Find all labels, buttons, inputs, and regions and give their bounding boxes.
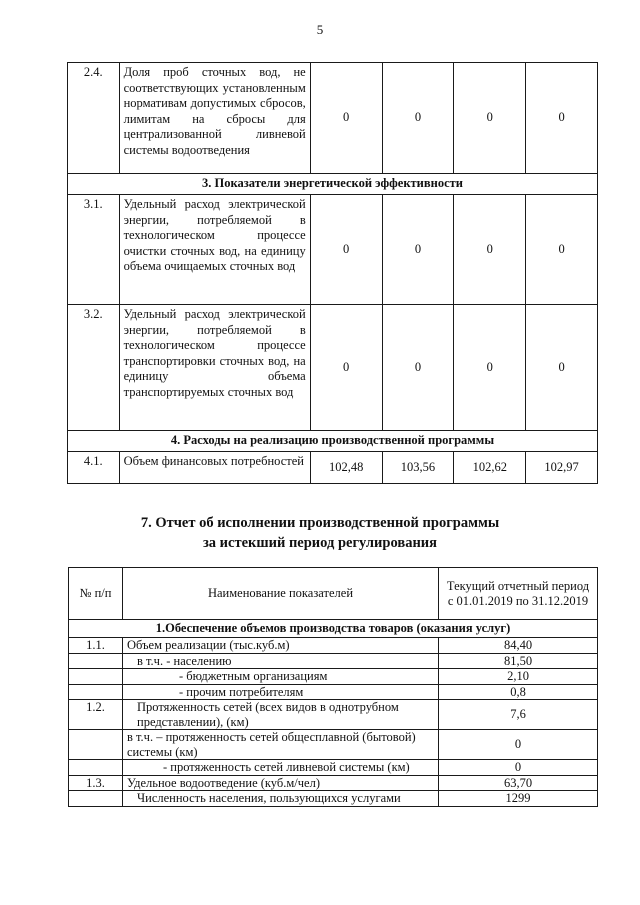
- page-number: 5: [316, 22, 324, 37]
- value-cell: 0: [526, 195, 598, 305]
- table-row: [69, 700, 598, 730]
- value-cell: 2,10: [439, 669, 598, 685]
- indicator-name: - прочим потребителям: [123, 684, 439, 700]
- section-row: [69, 620, 598, 638]
- value-cell: 81,50: [439, 653, 598, 669]
- value-cell: 103,56: [382, 452, 454, 484]
- value-cell: 0: [382, 195, 454, 305]
- table-row: [69, 760, 598, 776]
- value-cell: 0: [454, 195, 526, 305]
- value-cell: 0: [454, 63, 526, 174]
- section-heading: 4. Расходы на реализацию производственной программы: [68, 431, 598, 452]
- value-cell: 0: [526, 305, 598, 431]
- value-cell: 0: [382, 63, 454, 174]
- section-row: [68, 174, 598, 195]
- row-number: 2.4.: [68, 63, 120, 174]
- row-number: [69, 653, 123, 669]
- value-cell: 84,40: [439, 638, 598, 654]
- table-row: [69, 791, 598, 807]
- row-number: 3.2.: [68, 305, 120, 431]
- row-number: [69, 684, 123, 700]
- table-row: [69, 730, 598, 760]
- section-title-line1: 7. Отчет об исполнении производственной программы: [140, 515, 500, 531]
- table-row: [68, 305, 598, 431]
- value-cell: 0,8: [439, 684, 598, 700]
- indicators-table: [67, 62, 598, 484]
- row-number: [69, 760, 123, 776]
- report-table: [68, 567, 598, 807]
- row-number: [69, 730, 123, 760]
- row-number: [69, 791, 123, 807]
- table-row: [68, 195, 598, 305]
- indicator-name: Объем финансовых потребностей: [119, 452, 310, 484]
- value-cell: 0: [310, 63, 382, 174]
- value-cell: 0: [310, 305, 382, 431]
- value-cell: 102,48: [310, 452, 382, 484]
- table-row: [69, 775, 598, 791]
- row-number: 1.2.: [69, 700, 123, 730]
- header-num: № п/п: [69, 568, 123, 620]
- row-number: 4.1.: [68, 452, 120, 484]
- indicator-name: в т.ч. - населению: [123, 653, 439, 669]
- table-row: [69, 638, 598, 654]
- table-row: [69, 653, 598, 669]
- table-row: [69, 669, 598, 685]
- value-cell: 0: [454, 305, 526, 431]
- row-number: 3.1.: [68, 195, 120, 305]
- section-heading: 3. Показатели энергетической эффективности: [68, 174, 598, 195]
- value-cell: 0: [439, 730, 598, 760]
- value-cell: 0: [439, 760, 598, 776]
- row-number: 1.1.: [69, 638, 123, 654]
- value-cell: 7,6: [439, 700, 598, 730]
- section-row: [68, 431, 598, 452]
- value-cell: 0: [526, 63, 598, 174]
- indicator-name: - бюджетным организациям: [123, 669, 439, 685]
- header-period: Текущий отчетный период с 01.01.2019 по 31.12.2019: [439, 568, 598, 620]
- header-row: [69, 568, 598, 620]
- value-cell: 102,62: [454, 452, 526, 484]
- indicator-name: Объем реализации (тыс.куб.м): [123, 638, 439, 654]
- value-cell: 0: [310, 195, 382, 305]
- indicator-name: Удельный расход электрической энергии, потребляемой в технологическом процессе транспортировки сточных вод, на единицу объема транспортируемых сточных вод: [119, 305, 310, 431]
- indicator-name: - протяженность сетей ливневой системы (км): [123, 760, 439, 776]
- table-row: [69, 684, 598, 700]
- value-cell: 102,97: [526, 452, 598, 484]
- row-number: 1.3.: [69, 775, 123, 791]
- indicator-name: Удельный расход электрической энергии, потребляемой в технологическом процессе очистки сточных вод, на единицу объема очищаемых сточных вод: [119, 195, 310, 305]
- indicator-name: в т.ч. – протяженность сетей общесплавной (бытовой) системы (км): [123, 730, 439, 760]
- section-title-line2: за истекший период регулирования: [202, 535, 438, 551]
- indicator-name: Протяженность сетей (всех видов в однотрубном представлении), (км): [123, 700, 439, 730]
- indicator-name: Доля проб сточных вод, не соответствующих установленным нормативам допустимых сбросов, лимитам на сбросы для централизованной ливневой системы водоотведения: [119, 63, 310, 174]
- section-heading: 1.Обеспечение объемов производства товаров (оказания услуг): [69, 620, 598, 638]
- indicator-name: Удельное водоотведение (куб.м/чел): [123, 775, 439, 791]
- value-cell: 63,70: [439, 775, 598, 791]
- row-number: [69, 669, 123, 685]
- table-row: [68, 452, 598, 484]
- value-cell: 0: [382, 305, 454, 431]
- header-name: Наименование показателей: [123, 568, 439, 620]
- indicator-name: Численность населения, пользующихся услугами: [123, 791, 439, 807]
- table-row: [68, 63, 598, 174]
- section-title: [0, 513, 640, 553]
- value-cell: 1299: [439, 791, 598, 807]
